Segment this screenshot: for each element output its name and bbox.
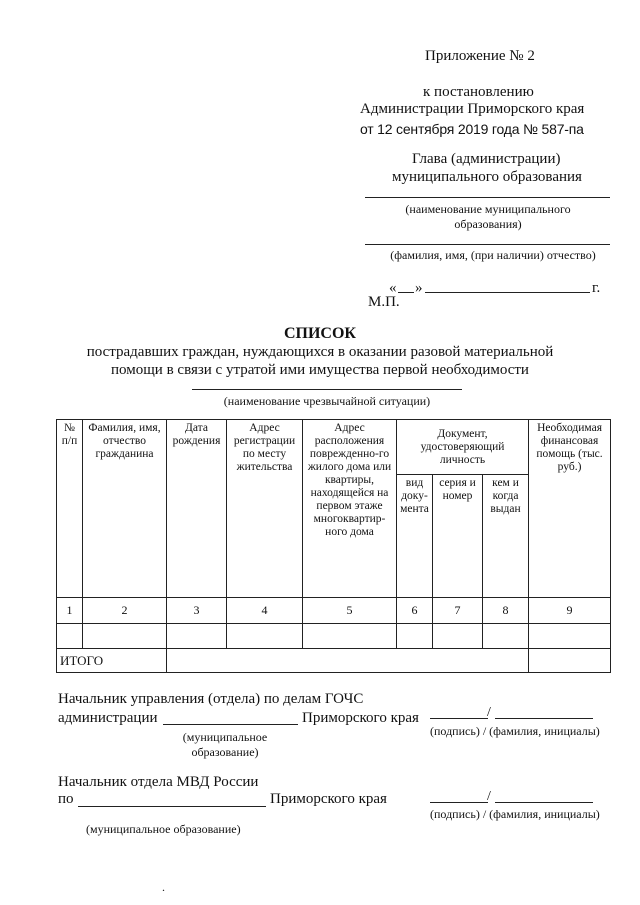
- mvd-initials-blank: [495, 802, 593, 803]
- name-blank-line: [365, 244, 610, 245]
- col-number-6: 6: [397, 598, 433, 624]
- title-line-2: помощи в связи с утратой ими имущества первой необходимости: [111, 362, 529, 378]
- municipality-hint: (наименование муниципального образования): [405, 202, 571, 231]
- mvd-municipality-hint: (муниципальное образование): [86, 822, 241, 836]
- appendix-label: Приложение № 2: [425, 48, 535, 64]
- municipality-blank-line: [365, 197, 610, 198]
- head-title: Глава (администрации): [412, 151, 561, 167]
- empty-cell: [83, 624, 167, 649]
- gochs-title: Начальник управления (отдела) по делам ГОЧС: [58, 691, 364, 707]
- total-empty-cell: [167, 649, 529, 673]
- gochs-suffix: Приморского края: [302, 710, 419, 726]
- date-day-blank: [398, 292, 414, 293]
- col-number-1: 1: [57, 598, 83, 624]
- document-title: СПИСОК: [283, 325, 357, 342]
- gochs-slash: /: [487, 705, 491, 720]
- empty-cell: [397, 624, 433, 649]
- mvd-slash: /: [487, 789, 491, 804]
- date-month-blank: [425, 292, 590, 293]
- date-quote-close: »: [415, 280, 423, 296]
- gochs-sign-hint: (подпись) / (фамилия, инициалы): [430, 724, 600, 738]
- col-number-7: 7: [433, 598, 483, 624]
- gochs-municipality-blank: [163, 724, 298, 725]
- empty-cell: [303, 624, 397, 649]
- col-number-8: 8: [483, 598, 529, 624]
- seal-mark: М.П.: [368, 294, 400, 310]
- emergency-blank-line: [192, 389, 462, 390]
- mvd-suffix: Приморского края: [270, 791, 387, 807]
- date-year-suffix: г.: [592, 280, 601, 296]
- header-damaged-address: Адрес расположения поврежденно-го жилого дома или квартиры, находящейся на первом этаже многоквартир-ного дома: [303, 420, 397, 598]
- header-aid: Необходимая финансовая помощь (тыс. руб.): [529, 420, 611, 598]
- date-quote-open: «: [389, 280, 397, 296]
- total-aid-cell: [529, 649, 611, 673]
- resolution-ref: к постановлению: [423, 84, 534, 100]
- empty-cell: [433, 624, 483, 649]
- mvd-municipality-blank: [78, 806, 266, 807]
- mvd-title: Начальник отдела МВД России: [58, 774, 259, 790]
- empty-cell: [529, 624, 611, 649]
- col-number-9: 9: [529, 598, 611, 624]
- administration-name: Администрации Приморского края: [360, 101, 585, 117]
- mvd-sign-blank: [430, 802, 488, 803]
- col-number-2: 2: [83, 598, 167, 624]
- gochs-municipality-hint: (муниципальное образование): [182, 730, 268, 759]
- header-fio: Фамилия, имя, отчество гражданина: [83, 420, 167, 598]
- col-number-4: 4: [227, 598, 303, 624]
- header-dob: Дата рождения: [167, 420, 227, 598]
- header-reg-address: Адрес регистрации по месту жительства: [227, 420, 303, 598]
- mvd-sign-hint: (подпись) / (фамилия, инициалы): [430, 807, 600, 821]
- header-doc-series: серия и номер: [433, 475, 483, 598]
- gochs-prefix: администрации: [58, 710, 158, 726]
- name-hint: (фамилия, имя, (при наличии) отчество): [390, 248, 596, 262]
- victims-table: [56, 419, 611, 673]
- gochs-initials-blank: [495, 718, 593, 719]
- total-row: [57, 649, 611, 673]
- col-number-3: 3: [167, 598, 227, 624]
- gochs-sign-blank: [430, 718, 488, 719]
- header-doc-type: вид доку-мента: [397, 475, 433, 598]
- emergency-hint: (наименование чрезвычайной ситуации): [223, 394, 431, 408]
- empty-cell: [167, 624, 227, 649]
- header-doc-issued: кем и когда выдан: [483, 475, 529, 598]
- total-label: ИТОГО: [57, 649, 167, 673]
- header-document: Документ, удостоверяющий личность: [397, 420, 529, 475]
- title-line-1: пострадавших граждан, нуждающихся в оказании разовой материальной: [86, 344, 554, 360]
- empty-cell: [57, 624, 83, 649]
- municipality-title: муниципального образования: [392, 169, 582, 185]
- table-row: [57, 624, 611, 649]
- col-number-5: 5: [303, 598, 397, 624]
- footer-mark: .: [162, 880, 165, 894]
- header-num: № п/п: [57, 420, 83, 598]
- resolution-stamp: от 12 сентября 2019 года № 587-па: [360, 121, 584, 137]
- mvd-prefix: по: [58, 791, 74, 807]
- empty-cell: [227, 624, 303, 649]
- empty-cell: [483, 624, 529, 649]
